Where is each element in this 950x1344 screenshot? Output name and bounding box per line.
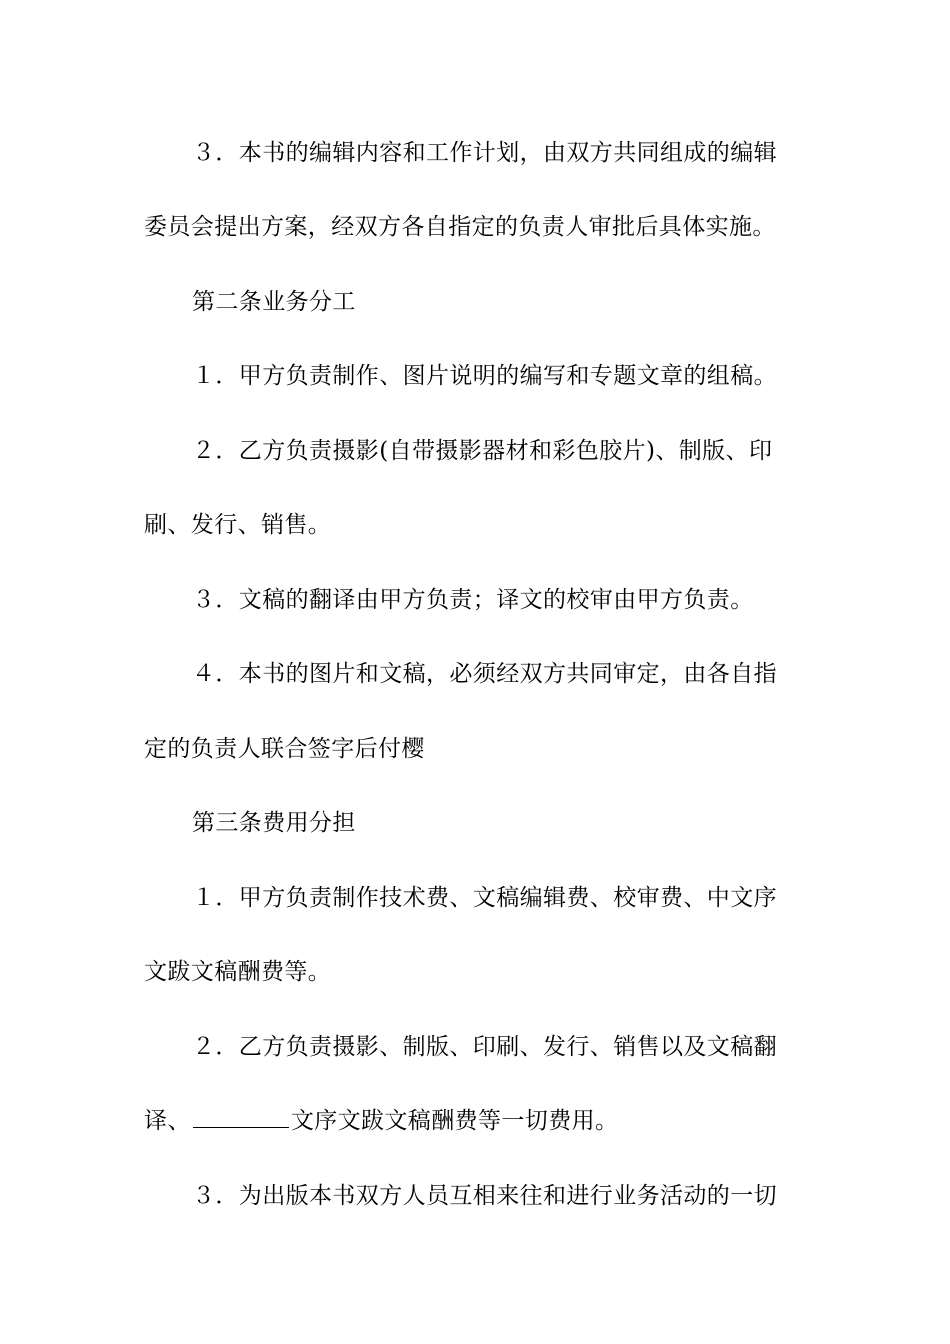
text-before-blank: 译、	[144, 1108, 191, 1134]
paragraph-line: ３．本书的编辑内容和工作计划，由双方共同组成的编辑	[192, 140, 777, 166]
paragraph-line-with-blank	[144, 1106, 814, 1136]
text-after-blank: 文序文跋文稿酬费等一切费用。	[290, 1108, 619, 1134]
paragraph-line: １．甲方负责制作技术费、文稿编辑费、校审费、中文序	[192, 885, 777, 911]
paragraph-line: 委员会提出方案，经双方各自指定的负责人审批后具体实施。	[144, 214, 776, 240]
paragraph-line: ２．乙方负责摄影(自带摄影器材和彩色胶片)、制版、印	[192, 438, 773, 464]
paragraph-line: 文跋文稿酬费等。	[144, 959, 332, 985]
fill-in-blank	[193, 1107, 289, 1128]
paragraph-line: 定的负责人联合签字后付樱	[144, 736, 425, 762]
section-heading: 第二条业务分工	[192, 289, 356, 315]
paragraph-line: ３．文稿的翻译由甲方负责；译文的校审由甲方负责。	[192, 587, 754, 613]
section-heading: 第三条费用分担	[192, 810, 356, 836]
paragraph-line: ３．为出版本书双方人员互相来往和进行业务活动的一切	[192, 1183, 777, 1209]
paragraph-line: ２．乙方负责摄影、制版、印刷、发行、销售以及文稿翻	[192, 1034, 777, 1060]
paragraph-line: １．甲方负责制作、图片说明的编写和专题文章的组稿。	[192, 363, 777, 389]
paragraph-line: ４．本书的图片和文稿，必须经双方共同审定，由各自指	[192, 661, 777, 687]
paragraph-line: 刷、发行、销售。	[144, 512, 332, 538]
